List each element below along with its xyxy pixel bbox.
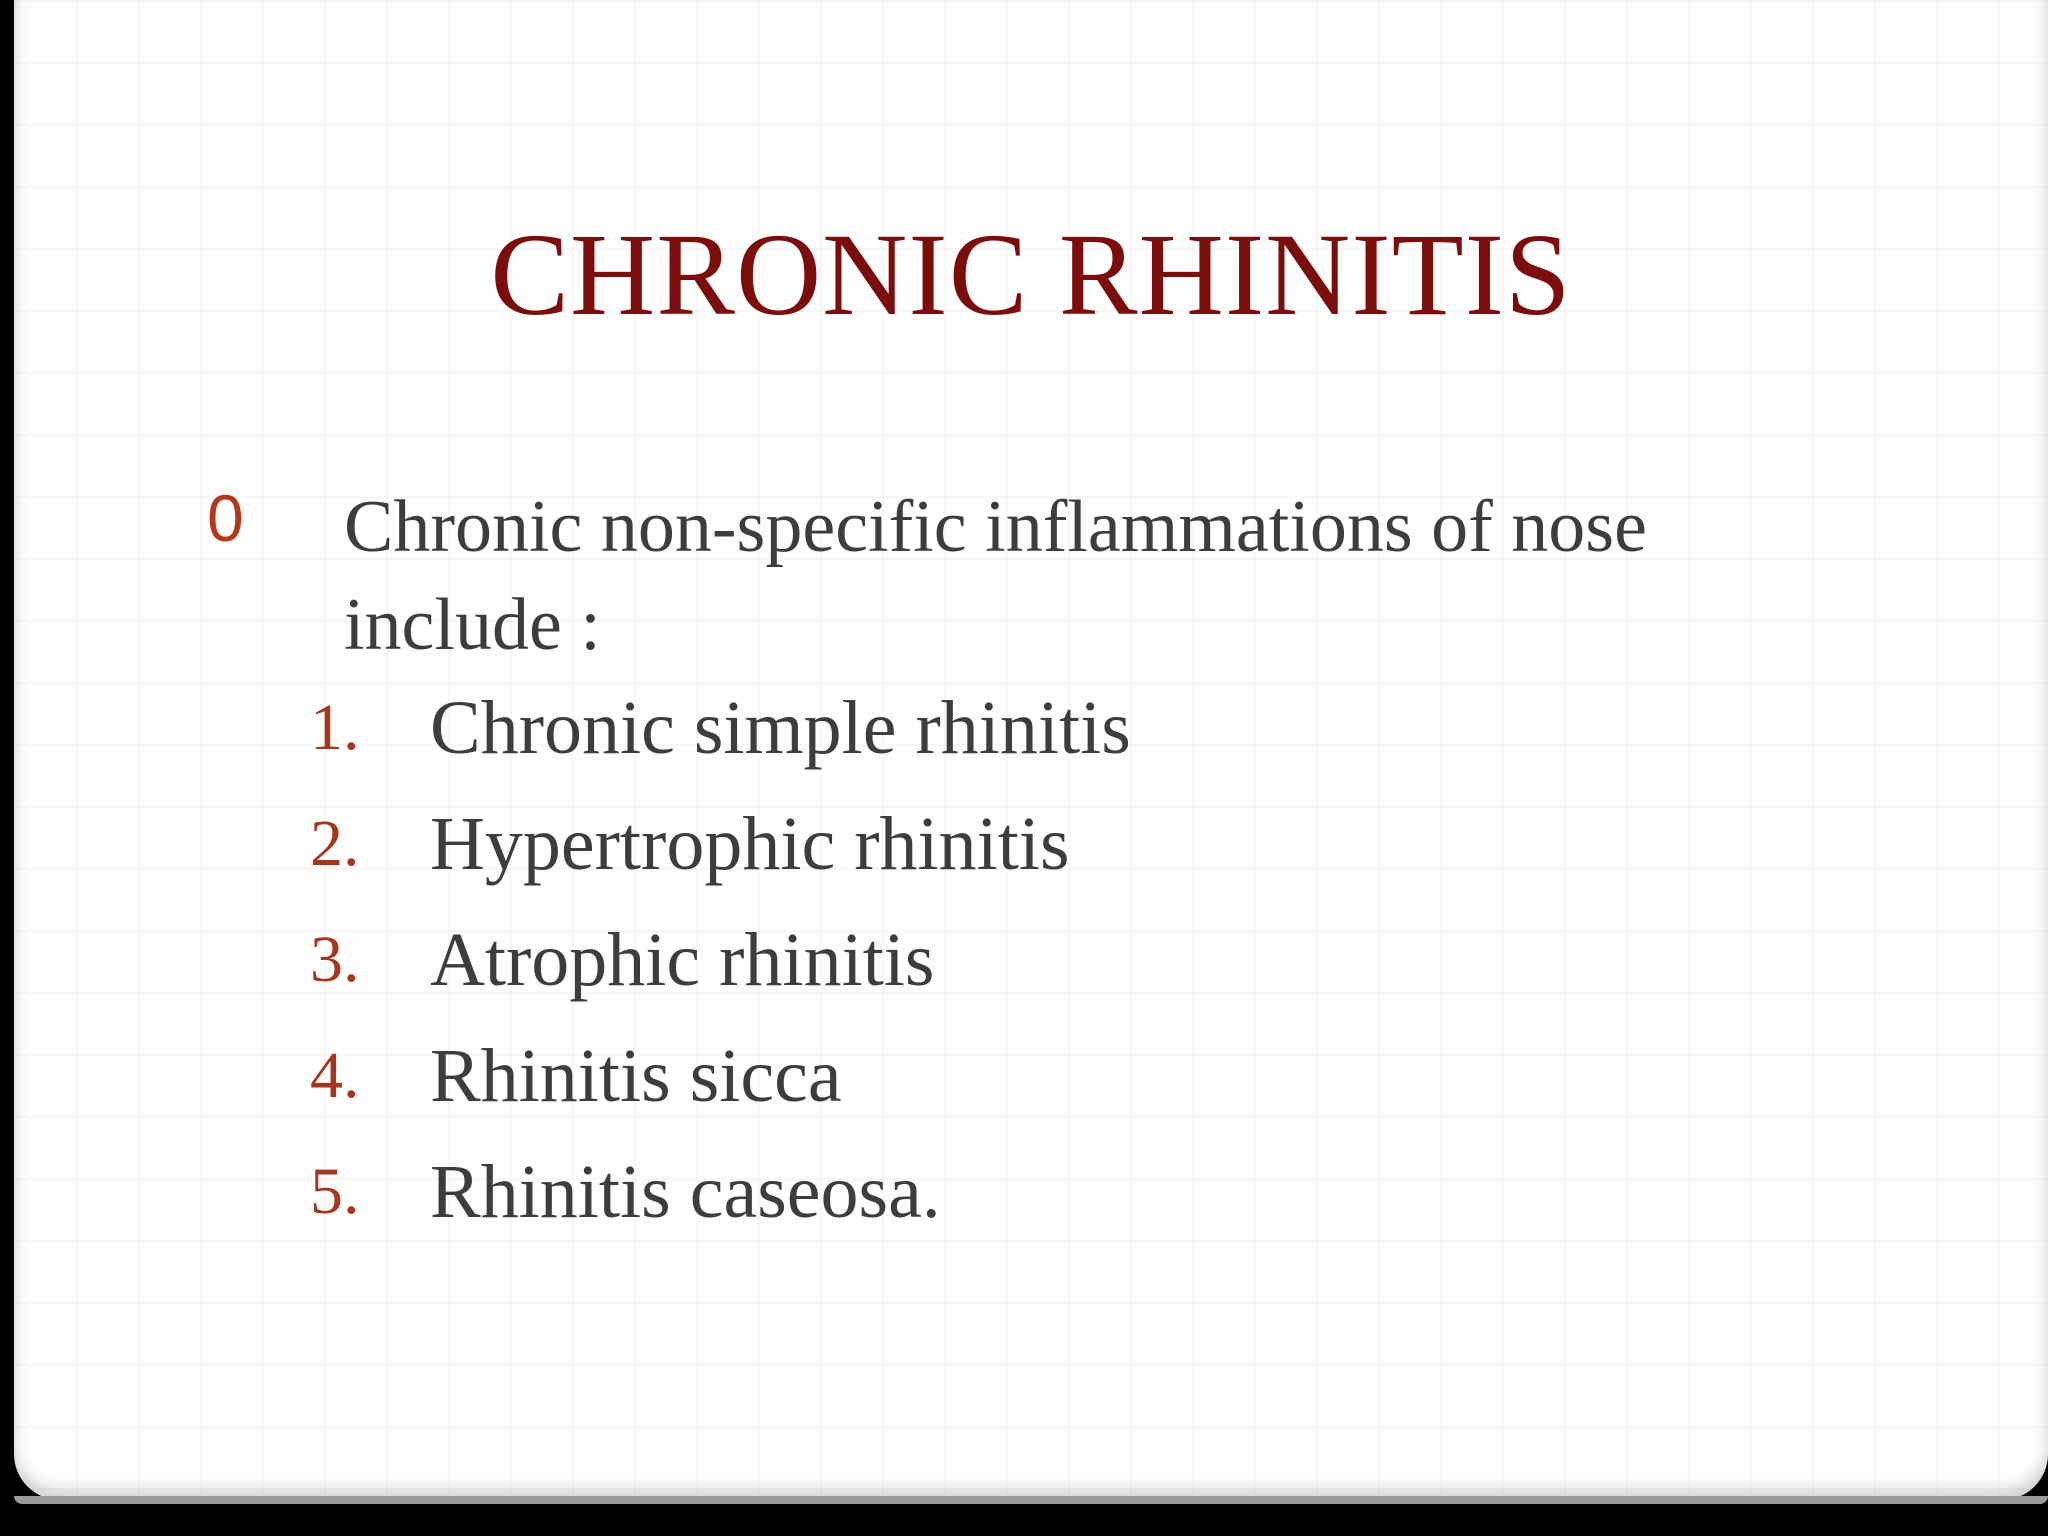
list-item-text: Hypertrophic rhinitis bbox=[430, 802, 1070, 886]
list-item bbox=[14, 1036, 2048, 1152]
list-item-number: 3. bbox=[310, 923, 360, 996]
bullet-text: Chronic non-specific inflammations of nose include : bbox=[344, 486, 1647, 666]
list-item-text: Atrophic rhinitis bbox=[430, 918, 935, 1002]
slide-bottom-edge bbox=[14, 1496, 2048, 1504]
slide bbox=[14, 0, 2048, 1500]
list-item-number: 1. bbox=[310, 691, 360, 764]
list-item-text: Rhinitis caseosa. bbox=[430, 1150, 941, 1234]
list-item bbox=[14, 688, 2048, 804]
list-item-text: Rhinitis sicca bbox=[430, 1034, 842, 1118]
list-item-number: 2. bbox=[310, 807, 360, 880]
list-item-text: Chronic simple rhinitis bbox=[430, 686, 1131, 770]
list-item bbox=[14, 1152, 2048, 1268]
bullet-marker: 0 bbox=[207, 481, 244, 555]
list-item bbox=[14, 920, 2048, 1036]
list-item-number: 5. bbox=[310, 1155, 360, 1228]
bullet-item bbox=[14, 478, 2048, 678]
list-item-number: 4. bbox=[310, 1039, 360, 1112]
list-item bbox=[14, 804, 2048, 920]
slide-title: CHRONIC RHINITIS bbox=[490, 209, 1572, 340]
numbered-list bbox=[14, 688, 2048, 1268]
